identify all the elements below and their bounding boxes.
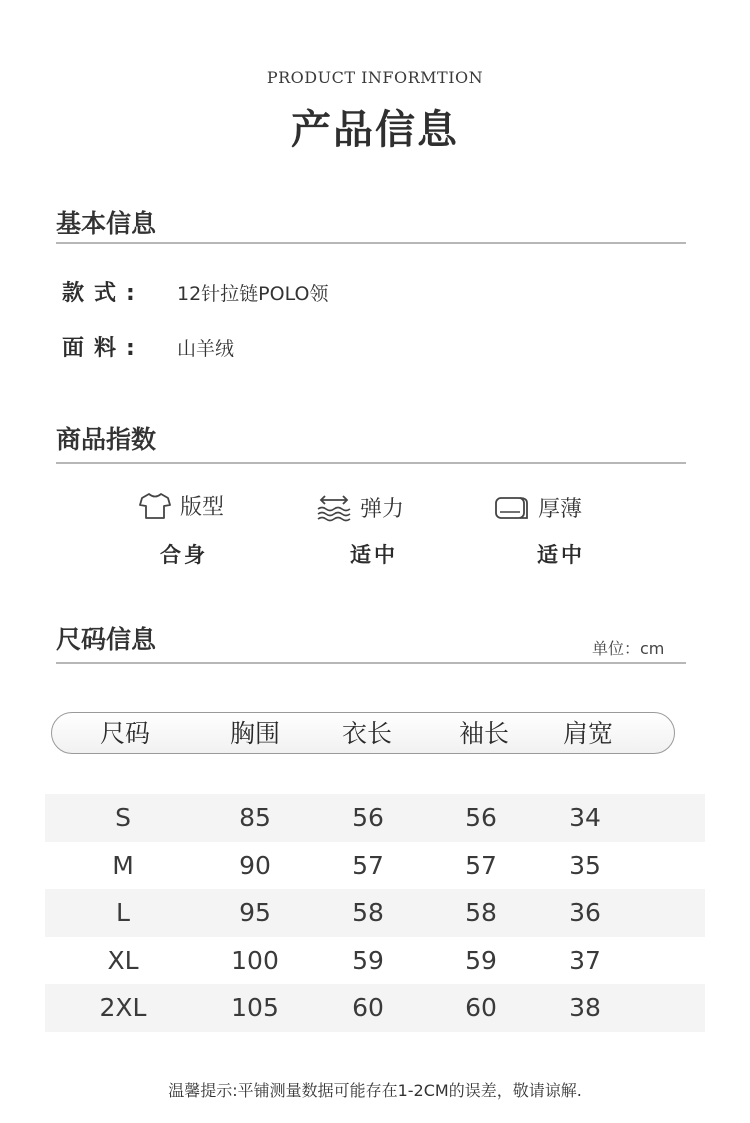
table-cell: 56 xyxy=(465,803,497,832)
table-row xyxy=(45,984,705,1032)
style-label: 款式: xyxy=(62,281,145,306)
fabric-value: 山羊绒 xyxy=(177,338,235,360)
index-thickness xyxy=(494,492,582,523)
indices-title: 商品指数 xyxy=(56,425,157,454)
table-cell: 105 xyxy=(231,993,279,1022)
table-cell: 2XL xyxy=(99,993,147,1022)
index-fit-value: 合身 xyxy=(160,543,208,567)
column-header-shoulder: 肩宽 xyxy=(562,719,614,748)
tshirt-icon xyxy=(138,491,172,521)
unit-label: 单位：cm xyxy=(592,639,665,658)
table-cell: S xyxy=(115,803,131,832)
index-stretch xyxy=(316,492,404,523)
page-title: 产品信息 xyxy=(291,106,459,153)
index-thickness-label: 厚薄 xyxy=(538,497,583,522)
column-header-size: 尺码 xyxy=(99,719,151,748)
table-cell: 58 xyxy=(352,898,384,927)
stretch-icon xyxy=(316,494,352,522)
table-cell: 95 xyxy=(239,898,271,927)
table-cell: 100 xyxy=(231,945,279,975)
table-cell: 85 xyxy=(239,803,271,832)
size-table xyxy=(45,794,705,1032)
section-divider xyxy=(56,662,686,664)
section-divider xyxy=(56,242,686,244)
table-row xyxy=(45,937,705,985)
section-divider xyxy=(56,462,686,464)
table-row xyxy=(45,794,705,842)
table-cell: M xyxy=(112,850,134,880)
table-cell: 37 xyxy=(569,945,601,975)
table-cell: 60 xyxy=(465,993,497,1022)
header-english-title: PRODUCT INFORMTION xyxy=(266,68,484,87)
table-cell: 90 xyxy=(239,850,271,880)
index-stretch-label: 弹力 xyxy=(360,497,405,522)
table-cell: 34 xyxy=(569,803,601,832)
column-header-length: 衣长 xyxy=(341,719,393,748)
fabric-label: 面料: xyxy=(62,336,145,361)
table-cell: XL xyxy=(107,945,139,975)
index-fit xyxy=(138,490,224,521)
table-cell: L xyxy=(116,898,130,927)
basic-info-title: 基本信息 xyxy=(56,209,157,238)
table-cell: 59 xyxy=(352,945,384,975)
thickness-icon xyxy=(494,494,530,522)
table-cell: 60 xyxy=(352,993,384,1022)
table-cell: 57 xyxy=(465,850,497,880)
table-cell: 59 xyxy=(465,945,497,975)
size-info-title: 尺码信息 xyxy=(56,625,157,654)
table-cell: 36 xyxy=(569,898,601,927)
style-value: 12针拉链POLO领 xyxy=(177,283,329,305)
index-stretch-value: 适中 xyxy=(350,543,398,567)
table-cell: 56 xyxy=(352,803,384,832)
table-row xyxy=(45,889,705,937)
measurement-note: 温馨提示:平铺测量数据可能存在1-2CM的误差，敬请谅解. xyxy=(168,1081,582,1100)
column-header-chest: 胸围 xyxy=(229,719,281,748)
table-cell: 35 xyxy=(569,850,601,880)
size-table-header xyxy=(51,712,675,754)
index-fit-label: 版型 xyxy=(180,495,225,520)
column-header-sleeve: 袖长 xyxy=(458,719,510,748)
table-cell: 57 xyxy=(352,850,384,880)
table-row xyxy=(45,842,705,890)
table-cell: 38 xyxy=(569,993,601,1022)
table-cell: 58 xyxy=(465,898,497,927)
index-thickness-value: 适中 xyxy=(537,543,585,567)
